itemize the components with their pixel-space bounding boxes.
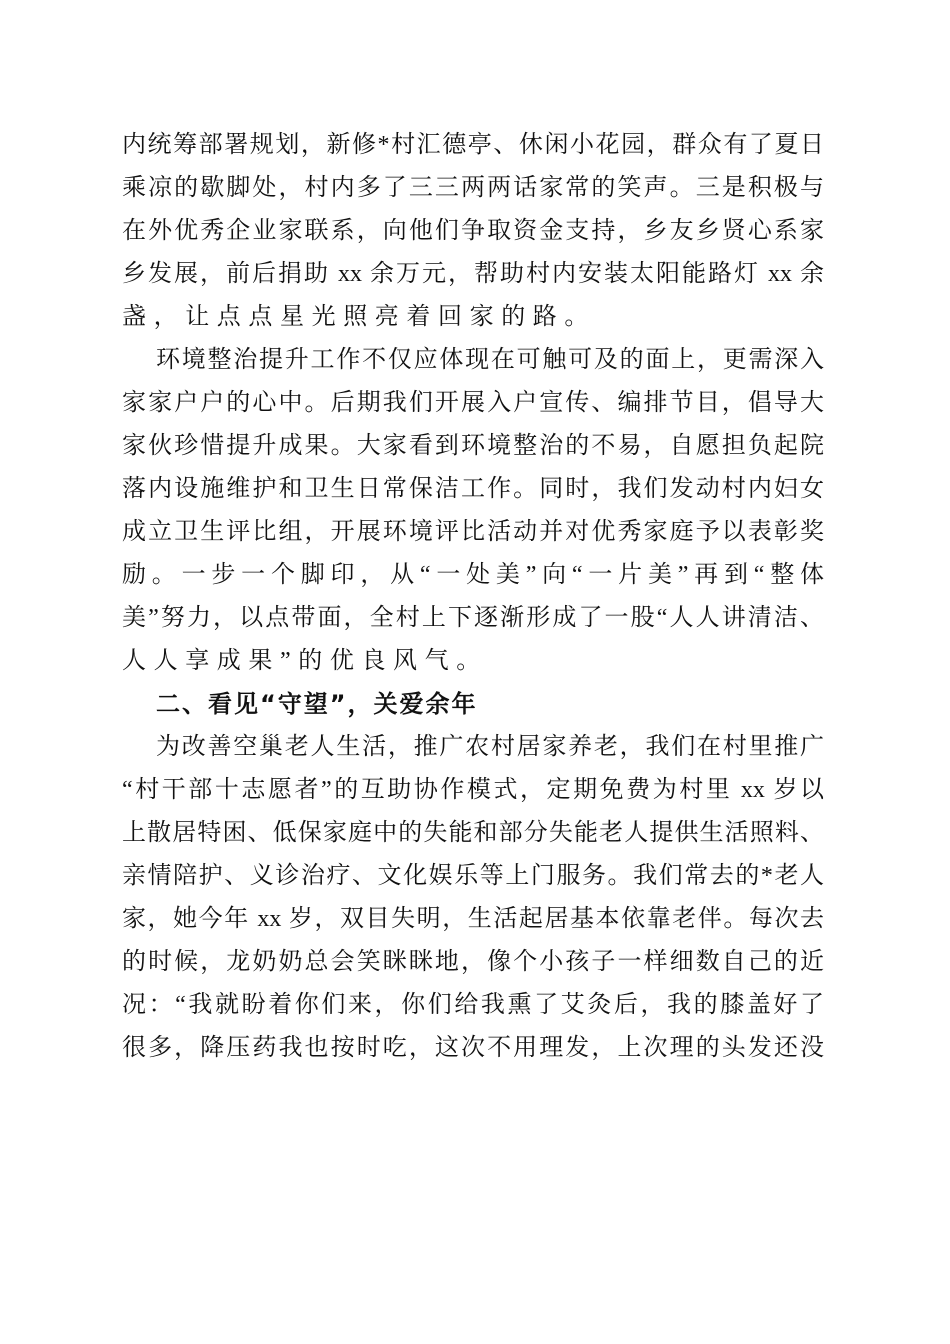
paragraph bbox=[122, 726, 824, 1070]
text-line: 励。一步一个脚印，从“一处美”向“一片美”再到“整体 bbox=[122, 562, 824, 588]
text-line: 落内设施维护和卫生日常保洁工作。同时，我们发动村内妇女 bbox=[122, 476, 824, 502]
text-line: 环境整治提升工作不仅应体现在可触可及的面上，更需深入 bbox=[156, 347, 824, 373]
text-line: 人人享成果”的优良风气。 bbox=[122, 648, 488, 674]
text-line: 家，她今年 xx 岁，双目失明，生活起居基本依靠老伴。每次去 bbox=[122, 906, 824, 932]
text-line: 很多，降压药我也按时吃，这次不用理发，上次理的头发还没 bbox=[122, 1035, 824, 1061]
text-line: 为改善空巢老人生活，推广农村居家养老，我们在村里推广 bbox=[156, 734, 824, 760]
text-line: 乡发展，前后捐助 xx 余万元，帮助村内安装太阳能路灯 xx 余 bbox=[122, 261, 824, 287]
text-line: 成立卫生评比组，开展环境评比活动并对优秀家庭予以表彰奖 bbox=[122, 519, 824, 545]
text-line: 乘凉的歇脚处，村内多了三三两两话家常的笑声。三是积极与 bbox=[122, 175, 824, 201]
paragraph bbox=[122, 124, 824, 339]
text-line: 的时候，龙奶奶总会笑眯眯地，像个小孩子一样细数自己的近 bbox=[122, 949, 824, 975]
text-line: 内统筹部署规划，新修*村汇德亭、休闲小花园，群众有了夏日 bbox=[122, 132, 824, 158]
text-line: 家伙珍惜提升成果。大家看到环境整治的不易，自愿担负起院 bbox=[122, 433, 824, 459]
text-line: 在外优秀企业家联系，向他们争取资金支持，乡友乡贤心系家 bbox=[122, 218, 824, 244]
text-line: 家家户户的心中。后期我们开展入户宣传、编排节目，倡导大 bbox=[122, 390, 824, 416]
text-line: 亲情陪护、义诊治疗、文化娱乐等上门服务。我们常去的*老人 bbox=[122, 863, 824, 889]
text-line: 二、看见“守望”，关爱余年 bbox=[156, 690, 478, 718]
text-line: 美”努力，以点带面，全村上下逐渐形成了一股“人人讲清洁、 bbox=[122, 605, 824, 631]
document-page bbox=[122, 124, 824, 1070]
text-line: 盏，让点点星光照亮着回家的路。 bbox=[122, 304, 596, 330]
text-line: 况：“我就盼着你们来，你们给我熏了艾灸后，我的膝盖好了 bbox=[122, 992, 824, 1018]
section-heading bbox=[122, 683, 824, 726]
paragraph bbox=[122, 339, 824, 683]
text-line: “村干部十志愿者”的互助协作模式，定期免费为村里 xx 岁以 bbox=[122, 777, 824, 803]
text-line: 上散居特困、低保家庭中的失能和部分失能老人提供生活照料、 bbox=[122, 820, 824, 846]
